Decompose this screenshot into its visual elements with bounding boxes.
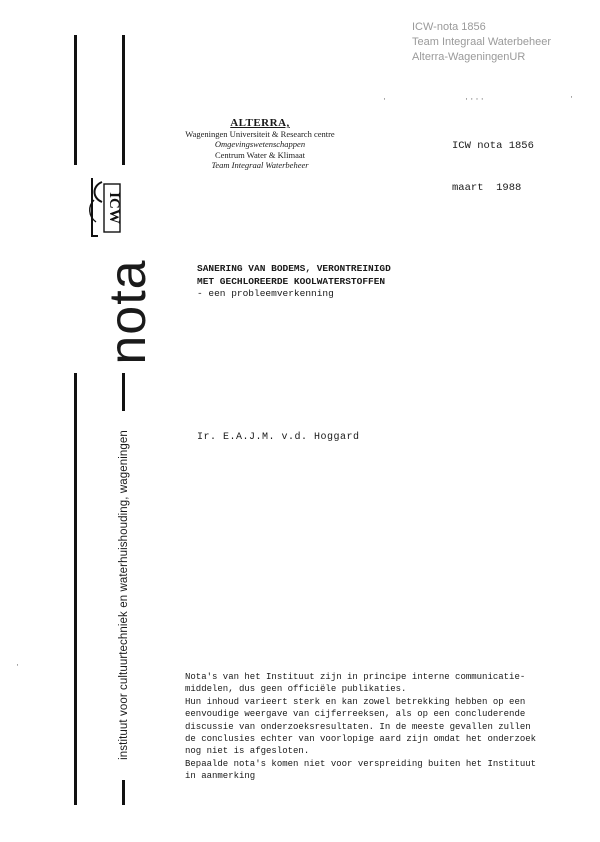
notice-line: de conclusies echter van voorlopige aard zijn omdat het onderzoek [185, 734, 537, 745]
notice-line: discussie van onderzoeksresultaten. In de meeste gevallen zullen [185, 721, 531, 732]
stamp-line-team: Team Integraal Waterbeheer [412, 36, 551, 48]
title-subtitle: - een probleemverkenning [197, 288, 334, 299]
stamp-line-org: Alterra-WageningenUR [412, 51, 526, 63]
icw-logo-icon [82, 172, 132, 244]
icw-logo [82, 172, 132, 244]
notice-line: Hun inhoud varieert sterk en kan zowel betrekking hebben op een [185, 696, 526, 707]
author-name: Ir. E.A.J.M. v.d. Hoggard [197, 432, 360, 443]
alterra-name: ALTERRA, [230, 117, 290, 129]
archive-stamp [412, 20, 582, 65]
sidebar-rule-bottom-right-end [122, 780, 125, 805]
notice-line: Nota's van het Instituut zijn in principe interne communicatie- [185, 672, 526, 682]
alterra-address-block [160, 118, 360, 171]
alterra-line-department: Omgevingswetenschappen [214, 139, 306, 149]
sidebar-rule-bottom-left [74, 373, 77, 805]
sidebar-rule-top-right [122, 35, 125, 165]
notice-line: eenvoudige weergave van cijferreeksen, als op een concluderende [185, 709, 526, 720]
notice-line: in aanmerking [185, 771, 256, 782]
scan-speck: · [383, 94, 386, 104]
scan-speck: · · · · [465, 94, 484, 104]
sidebar-rule-top-left [74, 35, 77, 165]
notice-line: nog niet is afgesloten. [185, 746, 310, 757]
sidebar-rule-bottom-right-top [122, 373, 125, 411]
notice-paragraph [185, 671, 536, 783]
title-line-1: SANERING VAN BODEMS, VERONTREINIGD [197, 263, 391, 274]
scan-speck: · [16, 660, 19, 670]
alterra-line-centre: Centrum Water & Klimaat [214, 149, 306, 160]
logo-text: ICW [106, 192, 122, 224]
nota-heading: nota [99, 259, 157, 365]
document-title [197, 263, 391, 301]
nota-number: ICW nota 1856 [452, 140, 534, 152]
stamp-line-nota: ICW-nota 1856 [412, 21, 486, 33]
notice-line: Bepaalde nota's komen niet voor verspreiding buiten het Instituut [185, 758, 537, 769]
title-line-2: MET GECHLOREERDE KOOLWATERSTOFFEN [197, 275, 386, 287]
notice-line: middelen, dus geen officiële publikaties. [185, 684, 407, 695]
institute-name: instituut voor cultuurtechniek en waterhuishouding, wageningen [118, 430, 130, 760]
alterra-line-university: Wageningen Universiteit & Research centre [185, 128, 335, 139]
scan-speck: · [570, 92, 573, 102]
alterra-line-team: Team Integraal Waterbeheer [211, 160, 309, 170]
document-date: maart 1988 [452, 182, 522, 194]
document-meta [452, 111, 534, 209]
